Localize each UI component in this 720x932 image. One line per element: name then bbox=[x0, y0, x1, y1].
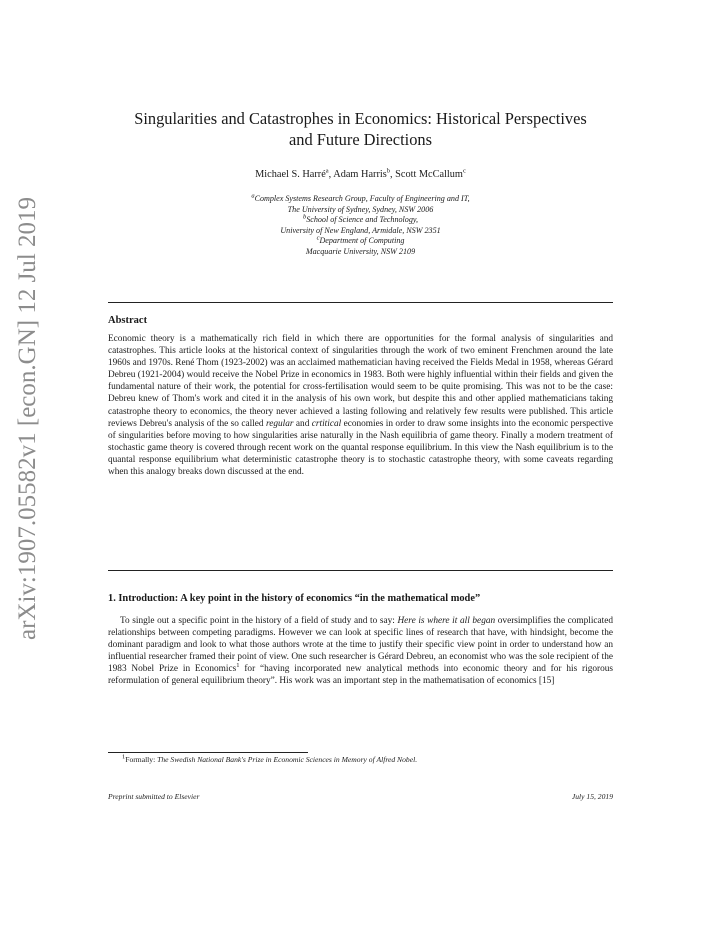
abstract-bottom-rule bbox=[108, 570, 613, 571]
abstract-top-rule bbox=[108, 302, 613, 303]
footnote-mark: 1 bbox=[122, 753, 126, 761]
arxiv-identifier-stamp: arXiv:1907.05582v1 [econ.GN] 12 Jul 2019 bbox=[14, 197, 41, 640]
abstract-heading: Abstract bbox=[108, 315, 148, 326]
abstract-text: and bbox=[293, 418, 312, 429]
abstract-italic-term: regular bbox=[265, 418, 294, 429]
author-name: Scott McCallum bbox=[395, 169, 463, 180]
preprint-note: Preprint submitted to Elsevier bbox=[108, 792, 200, 801]
abstract-text: economies in order to draw some insights into the economic perspective of singularities before moving to how singularities arise naturally in the Nash equilibria of game theory. Finally a modern treatment of stochastic game theory is covered through recent work on the quantal response equilibrium. In this view the Nash equilibrium is to the quantal response equilibrium what deterministic catastrophe theory is to stochastic catastrophe theory, with some caveats regarding when this analogy breaks down discussed at the end. bbox=[108, 418, 613, 478]
affiliation-line bbox=[108, 215, 613, 226]
author-affiliation-mark: b bbox=[386, 167, 390, 175]
abstract-text: Economic theory is a mathematically rich field in which there are opportunities for the formal analysis of singularities and catastrophes. This article looks at the historical context of singularities through the work of two eminent Frenchmen around the late 1960s and 1970s. René Thom (1923-2002) was an acclaimed mathematician having received the Fields Medal in 1958, whereas Gérard Debreu (1921-2004) would receive the Nobel Prize in economics in 1983. Both were highly influential within their fields and given the fundamental nature of their work, the potential for cross-fertilisation would seem to be quite promising. This was not to be the case: Debreu knew of Thom's work and cited it in the analysis of his own work, but despite this and other applied mathematicians taking catastrophe theory to economics, the theory never achieved a lasting following and relatively few results were published. This article reviews Debreu's analysis of the so called bbox=[108, 334, 613, 429]
affiliation-line bbox=[108, 194, 613, 205]
affiliation-text: School of Science and Technology, bbox=[306, 215, 419, 225]
affiliation-mark: b bbox=[302, 213, 307, 221]
footnote-text: The Swedish National Bank's Prize in Economic Sciences in Memory of Alfred Nobel. bbox=[157, 755, 418, 764]
footer-date: July 15, 2019 bbox=[571, 792, 613, 801]
affiliation-line: Macquarie University, NSW 2109 bbox=[305, 246, 416, 256]
affiliation-line bbox=[108, 236, 613, 247]
author-separator: , bbox=[390, 169, 396, 180]
author-name: Adam Harris bbox=[333, 169, 387, 180]
body-italic-text: Here is where it all began bbox=[397, 616, 496, 626]
author-affiliation-mark: c bbox=[462, 167, 466, 175]
body-text: To single out a specific point in the history of a field of study and to say: bbox=[120, 616, 398, 626]
author-list bbox=[108, 169, 613, 180]
affiliation-mark: a bbox=[251, 192, 255, 200]
footnote-rule bbox=[108, 752, 308, 753]
footnote-label: Formally: bbox=[125, 755, 158, 764]
affiliations-block bbox=[108, 194, 613, 258]
footnote bbox=[122, 755, 417, 764]
title-line-2: and Future Directions bbox=[289, 130, 432, 149]
title-line-1: Singularities and Catastrophes in Economics: Historical Perspectives bbox=[134, 109, 587, 128]
affiliation-line: The University of Sydney, Sydney, NSW 2006 bbox=[287, 204, 434, 214]
author-affiliation-mark: a bbox=[325, 167, 329, 175]
introduction-paragraph bbox=[108, 615, 613, 688]
section-heading: 1. Introduction: A key point in the history of economics “in the mathematical mode” bbox=[108, 593, 481, 604]
author-name: Michael S. Harré bbox=[255, 169, 326, 180]
body-text: for “having incorporated new analytical methods into economic theory and for his rigorous reformulation of general equilibrium theory”. His work was an important step in the mathematisation of economics [15] bbox=[108, 664, 613, 687]
affiliation-line: University of New England, Armidale, NSW 2351 bbox=[280, 225, 441, 235]
affiliation-text: Department of Computing bbox=[319, 236, 405, 246]
affiliation-mark: c bbox=[316, 234, 320, 242]
affiliation-text: Complex Systems Research Group, Faculty of Engineering and IT, bbox=[254, 194, 470, 203]
author-separator: , bbox=[328, 169, 334, 180]
paper-title bbox=[108, 108, 613, 150]
footnote-reference[interactable]: 1 bbox=[236, 662, 240, 670]
abstract-italic-term: crtitical bbox=[311, 418, 342, 429]
body-text: oversimplifies the complicated relationships between competing paradigms. However we can look at specific lines of research that have, with hindsight, become the dominant paradigm and look to what those authors wrote at the time to justify their specific view point in order to understand how an influential researcher framed their point of view. One such researcher is Gérard Debreu, an economist who was the sole recipient of the 1983 Nobel Prize in Economics bbox=[108, 616, 614, 675]
abstract-body bbox=[108, 333, 613, 478]
